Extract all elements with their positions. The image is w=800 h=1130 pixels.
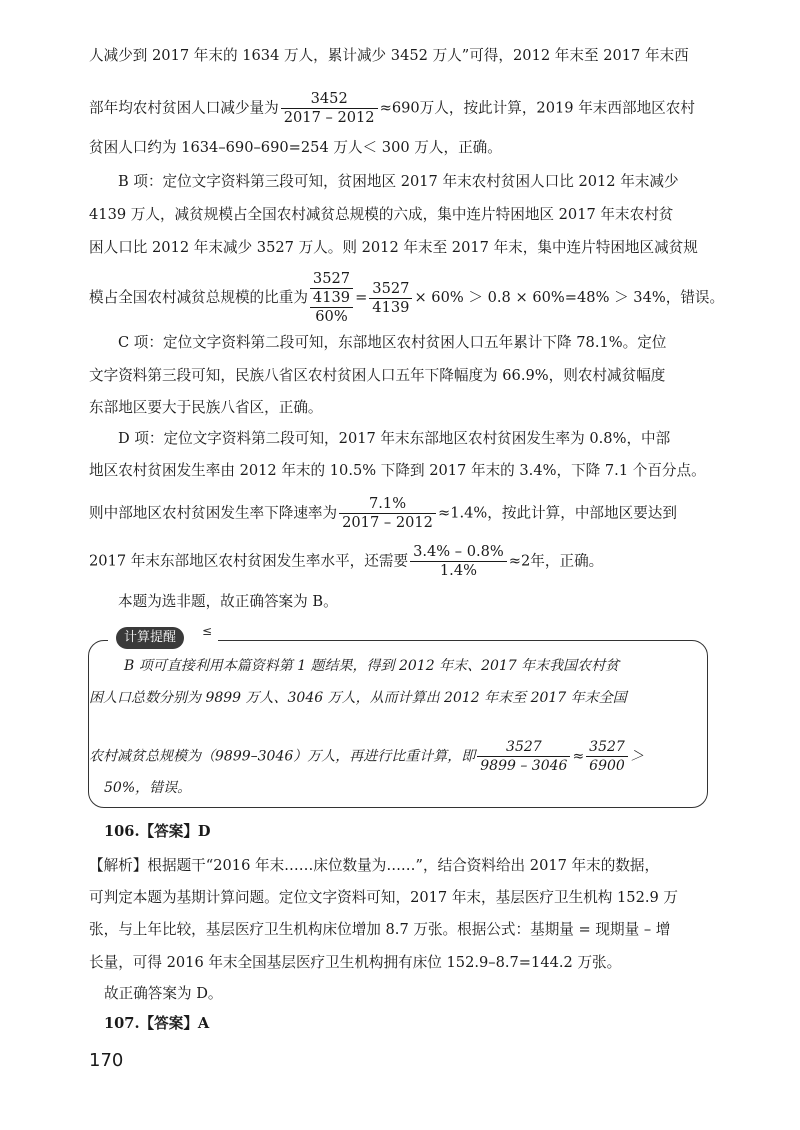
text-line: 2017 年末东部地区农村贫困发生率水平，还需要 $\frac{3.4\% - 0.8\%}{1.4\%}$ ≈2年，正确。 (89, 543, 604, 579)
text-line: 东部地区要大于民族八省区，正确。 (89, 399, 323, 416)
text-line: 故正确答案为 D。 (104, 985, 223, 1002)
text-line: D 项：定位文字资料第二段可知，2017 年末东部地区农村贫困发生率为 0.8%，中部 (118, 430, 671, 447)
fraction: $\frac{3452}{2017 - 2012}$ (281, 90, 378, 127)
tip-top-rule (218, 640, 688, 641)
fraction: $\frac{7.1\%}{2017 - 2012}$ (339, 495, 436, 532)
tip-line: 困人口总数分别为 9899 万人、3046 万人，从而计算出 2012 年末至 2017 年末全国 (89, 690, 627, 706)
text-line: B 项：定位文字资料第三段可知，贫困地区 2017 年末农村贫困人口比 2012 年末减少 (118, 173, 679, 190)
spark-icon: ≤ (202, 624, 213, 638)
text-line: 可判定本题为基期计算问题。定位文字资料可知，2017 年末，基层医疗卫生机构 152.9 万 (89, 889, 679, 906)
fraction: $\frac{3527}{9899 - 3046}$ (477, 738, 570, 775)
text-line: 困人口比 2012 年末减少 3527 万人。则 2012 年末至 2017 年末，集中连片特困地区减贫规 (89, 239, 698, 256)
fraction: $\frac{3527}{4139}$ (369, 280, 412, 317)
text-line: 张，与上年比较，基层医疗卫生机构床位增加 8.7 万张。根据公式：基期量 = 现期量 – 增 (89, 921, 671, 938)
text-line: 地区农村贫困发生率由 2012 年末的 10.5% 下降到 2017 年末的 3.4%，下降 7.1 个百分点。 (89, 462, 706, 479)
fraction: $\frac{3527}{6900}$ (586, 738, 628, 775)
tip-label: 计算提醒 (116, 627, 184, 649)
summary-line: 本题为选非题，故正确答案为 B。 (118, 593, 338, 610)
page-number: 170 (89, 1050, 124, 1071)
text-line: 文字资料第三段可知，民族八省区农村贫困人口五年下降幅度为 66.9%，则农村减贫幅度 (89, 367, 666, 384)
text-line: 人减少到 2017 年末的 1634 万人，累计减少 3452 万人”可得，2012 年末至 2017 年末西 (89, 47, 689, 64)
tip-line: 农村减贫总规模为（9899–3046）万人，再进行比重计算，即 $\frac{3527}{9899 - 3046}$ ≈ $\frac{3527}{6900}$ ＞ (89, 739, 644, 774)
tip-line: 50%，错误。 (104, 780, 192, 796)
text-line: C 项：定位文字资料第二段可知，东部地区农村贫困人口五年累计下降 78.1%。定位 (118, 334, 667, 351)
text-line: 长量，可得 2016 年末全国基层医疗卫生机构拥有床位 152.9–8.7=144.2 万张。 (89, 954, 622, 971)
text-line: 贫困人口约为 1634–690–690=254 万人＜ 300 万人，正确。 (89, 139, 502, 156)
text-line: 部年均农村贫困人口减少量为 $\frac{3452}{2017 - 2012}$ ≈690万人，按此计算，2019 年末西部地区农村 (89, 90, 695, 126)
tip-line: B 项可直接利用本篇资料第 1 题结果，得到 2012 年末、2017 年末我国农村贫 (124, 658, 620, 674)
text-line: 【解析】根据题干“2016 年末……床位数量为……”，结合资料给出 2017 年末的数据， (89, 857, 660, 874)
answer-heading: 106.【答案】D (104, 823, 211, 840)
text-line: 4139 万人，减贫规模占全国农村减贫总规模的六成，集中连片特困地区 2017 年末农村贫 (89, 206, 674, 223)
fraction: $\frac{3.4\% - 0.8\%}{1.4\%}$ (410, 543, 507, 580)
text-line: 模占全国农村减贫总规模的比重为 3527 4139 60% = $\frac{3527}{4139}$ × 60% ＞ 0.8 × 60%=48% ＞ 34%，错误。 (89, 270, 725, 325)
answer-heading: 107.【答案】A (104, 1015, 210, 1032)
nested-fraction: 3527 4139 60% (310, 270, 353, 326)
text-line: 则中部地区农村贫困发生率下降速率为 $\frac{7.1\%}{2017 - 2012}$ ≈1.4%，按此计算，中部地区要达到 (89, 495, 677, 531)
